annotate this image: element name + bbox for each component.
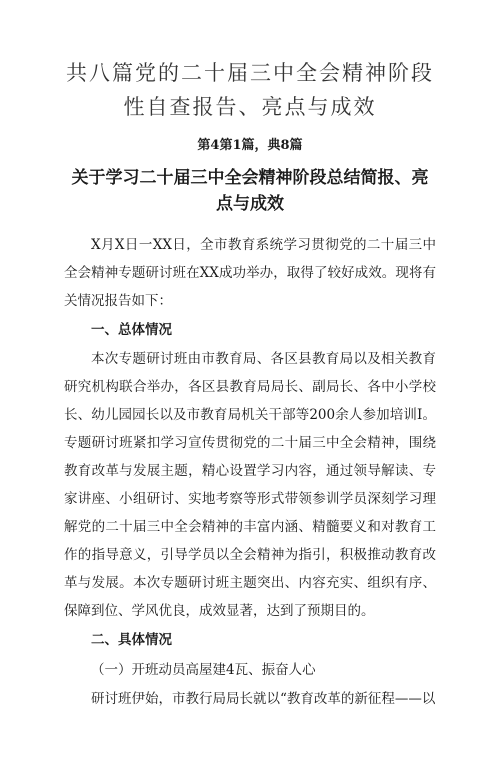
document-title: 共八篇党的二十届三中全会精神阶段性自查报告、亮点与成效 (66, 61, 434, 119)
article-title: 关于学习二十届三中全会精神阶段总结简报、亮点与成效 (71, 168, 429, 214)
section2-paragraph: 研讨班伊始，市教行局局长就以“教育改革的新征程——以 (91, 691, 436, 707)
intro-paragraph: X月X日一XX日，全市教育系统学习贯彻党的二十届三中全会精神专题研讨班在XX成功举办，取得了较好成效。现将有关情况报告如下： (64, 237, 436, 309)
document-subtitle: 第4第1篇，典8篇 (197, 138, 303, 153)
document-page (0, 56, 500, 763)
section1-paragraph: 本次专题研讨班由市教育局、各区县教育局以及相关教育研究机构联合举办，各区县教育局局长、副局长、各中小学校长、幼儿园园长以及市教育局机关干部等200余人参加培训I。专题研讨班紧扣学习宣传贯彻党的二十届三中全会精神，围绕教育改革与发展主题，精心设置学习内容，通过领导解读、专家讲座、小组研讨、实地考察等形式带领参训学员深刻学习理解党的二十届三中全会精神的丰富内涵、精髓要义和对教育工作的指导意义，引导学员以全会精神为指引，积极推动教育改革与发展。本次专题研讨班主题突出、内容充实、组织有序、保障到位、学风优良，成效显著，达到了预期目的。 (64, 351, 436, 619)
section2-heading: 二、具体情况 (91, 632, 172, 648)
section1-heading: 一、总体情况 (91, 322, 172, 338)
section2-subheading: （一）开班动员高屋建4瓦、振奋人心 (91, 662, 316, 678)
